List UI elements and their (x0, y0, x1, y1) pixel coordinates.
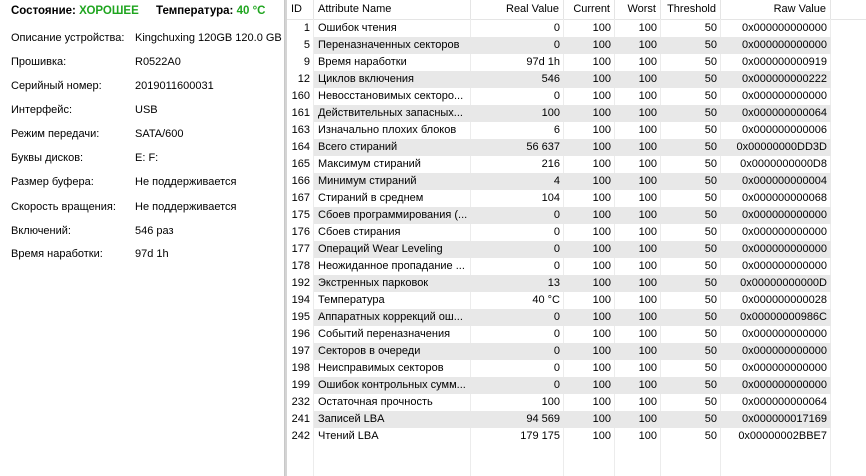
cell-current: 100 (592, 328, 611, 340)
cell-id: 177 (291, 243, 310, 255)
cell-worst: 100 (638, 124, 657, 136)
cell-worst: 100 (615, 71, 661, 88)
cell-real-value: 0 (553, 90, 560, 102)
cell-attribute-name: Операций Wear Leveling (314, 241, 471, 258)
cell-attribute-name: Изначально плохих блоков (318, 124, 457, 136)
column-header-real-value[interactable]: Real Value (471, 0, 564, 19)
table-row[interactable] (287, 343, 866, 360)
table-row[interactable] (287, 105, 866, 122)
cell-raw-value: 0x000000000000 (721, 207, 831, 224)
cell-raw-value: 0x000000000000 (741, 328, 827, 340)
table-row[interactable] (287, 173, 866, 190)
table-row[interactable] (287, 394, 866, 411)
cell-real-value: 6 (553, 124, 560, 136)
column-header-worst[interactable]: Worst (615, 0, 661, 19)
device-info-value: 97d 1h (135, 248, 169, 260)
status-label: Состояние: (11, 5, 76, 17)
cell-raw-value: 0x00000000DD3D (721, 139, 831, 156)
cell-worst: 100 (615, 37, 661, 54)
cell-id: 164 (291, 141, 310, 153)
cell-attribute-name: Сбоев программирования (... (314, 207, 471, 224)
cell-current: 100 (564, 105, 615, 122)
table-row[interactable] (287, 428, 866, 445)
cell-id: 166 (291, 175, 310, 187)
cell-raw-value: 0x000000000068 (741, 192, 827, 204)
cell-real-value: 179 175 (520, 430, 560, 442)
cell-current: 100 (564, 275, 615, 292)
cell-id: 195 (291, 311, 310, 323)
table-row[interactable] (287, 122, 866, 139)
cell-current: 100 (592, 430, 611, 442)
table-row[interactable] (287, 207, 866, 224)
cell-worst: 100 (638, 396, 657, 408)
cell-real-value: 0 (471, 377, 564, 394)
table-row[interactable] (287, 258, 866, 275)
cell-threshold: 50 (704, 56, 717, 68)
table-row[interactable] (287, 139, 866, 156)
temperature-label: Температура: (156, 5, 234, 17)
cell-real-value: 104 (541, 192, 560, 204)
cell-threshold: 50 (704, 430, 717, 442)
device-info-panel (0, 0, 284, 476)
cell-worst: 100 (638, 362, 657, 374)
cell-worst: 100 (615, 411, 661, 428)
device-info-label: Включений: (11, 225, 71, 237)
table-row[interactable] (287, 37, 866, 54)
cell-id: 178 (291, 260, 310, 272)
device-info-label: Размер буфера: (11, 176, 94, 188)
cell-raw-value: 0x000000000000 (741, 226, 827, 238)
cell-threshold: 50 (661, 275, 721, 292)
cell-threshold: 50 (704, 158, 717, 170)
cell-raw-value: 0x000000000004 (721, 173, 831, 190)
device-info-label: Скорость вращения: (11, 201, 116, 213)
cell-threshold: 50 (661, 309, 721, 326)
cell-real-value: 56 637 (471, 139, 564, 156)
cell-raw-value: 0x000000000064 (741, 396, 827, 408)
cell-raw-value: 0x000000000000 (741, 362, 827, 374)
table-row[interactable] (287, 224, 866, 241)
cell-real-value: 13 (471, 275, 564, 292)
cell-raw-value: 0x000000000064 (721, 105, 831, 122)
cell-current: 100 (564, 71, 615, 88)
cell-id: 161 (291, 107, 310, 119)
cell-attribute-name: Стираний в среднем (318, 192, 424, 204)
cell-real-value: 4 (471, 173, 564, 190)
cell-threshold: 50 (704, 226, 717, 238)
cell-current: 100 (592, 260, 611, 272)
cell-raw-value: 0x000000000000 (721, 241, 831, 258)
cell-attribute-name: Время наработки (318, 56, 407, 68)
device-info-label: Прошивка: (11, 56, 67, 68)
cell-real-value: 546 (471, 71, 564, 88)
cell-attribute-name: Аппаратных коррекций ош... (314, 309, 471, 326)
cell-threshold: 50 (661, 343, 721, 360)
cell-threshold: 50 (704, 124, 717, 136)
cell-threshold: 50 (704, 294, 717, 306)
cell-id: 199 (291, 379, 310, 391)
cell-current: 100 (564, 173, 615, 190)
device-info-label: Серийный номер: (11, 80, 102, 92)
cell-attribute-name: Сбоев стирания (318, 226, 401, 238)
cell-attribute-name: Циклов включения (314, 71, 471, 88)
cell-id: 232 (291, 396, 310, 408)
cell-id: 175 (291, 209, 310, 221)
device-info-value: Не поддерживается (135, 201, 237, 213)
cell-raw-value: 0x000000000000 (741, 22, 827, 34)
cell-raw-value: 0x000000000000 (741, 260, 827, 272)
health-status (11, 5, 139, 17)
cell-raw-value: 0x000000017169 (721, 411, 831, 428)
device-info-row (0, 56, 284, 72)
cell-real-value: 0 (471, 207, 564, 224)
cell-id: 192 (291, 277, 310, 289)
device-info-row (0, 104, 284, 120)
cell-current: 100 (564, 207, 615, 224)
cell-attribute-name: Чтений LBA (318, 430, 379, 442)
device-info-label: Режим передачи: (11, 128, 100, 140)
device-info-label: Описание устройства: (11, 32, 125, 44)
table-row[interactable] (287, 54, 866, 71)
cell-raw-value: 0x000000000919 (741, 56, 827, 68)
cell-real-value: 100 (541, 396, 560, 408)
cell-worst: 100 (615, 207, 661, 224)
cell-id: 9 (303, 56, 310, 68)
cell-id: 194 (291, 294, 310, 306)
cell-worst: 100 (615, 343, 661, 360)
cell-attribute-name: Неожиданное пропадание ... (318, 260, 465, 272)
device-info-value: R0522A0 (135, 56, 181, 68)
cell-threshold: 50 (704, 396, 717, 408)
cell-threshold: 50 (704, 192, 717, 204)
temperature-value: 40 °C (236, 5, 266, 17)
cell-current: 100 (592, 294, 611, 306)
cell-worst: 100 (615, 309, 661, 326)
cell-attribute-name: Экстренных парковок (314, 275, 471, 292)
cell-attribute-name: Действительных запасных... (314, 105, 471, 122)
cell-threshold: 50 (661, 207, 721, 224)
cell-raw-value: 0x000000000000 (741, 90, 827, 102)
cell-attribute-name: Записей LBA (314, 411, 471, 428)
table-row[interactable] (287, 360, 866, 377)
cell-attribute-name: Минимум стираний (314, 173, 471, 190)
device-info-value: USB (135, 104, 158, 116)
cell-current: 100 (592, 124, 611, 136)
table-row[interactable] (287, 241, 866, 258)
column-header-id[interactable]: ID (287, 0, 314, 19)
table-row[interactable] (287, 275, 866, 292)
cell-worst: 100 (638, 90, 657, 102)
cell-id: 242 (291, 430, 310, 442)
cell-threshold: 50 (704, 22, 717, 34)
table-row[interactable] (287, 20, 866, 37)
cell-id: 160 (291, 90, 310, 102)
cell-worst: 100 (638, 192, 657, 204)
table-row[interactable] (287, 156, 866, 173)
table-row[interactable] (287, 326, 866, 343)
cell-real-value: 40 °C (532, 294, 560, 306)
cell-raw-value: 0x00000000986C (721, 309, 831, 326)
cell-worst: 100 (638, 260, 657, 272)
cell-current: 100 (592, 22, 611, 34)
cell-id: 241 (291, 413, 310, 425)
cell-id: 5 (303, 39, 310, 51)
cell-worst: 100 (638, 226, 657, 238)
cell-current: 100 (592, 90, 611, 102)
cell-current: 100 (564, 343, 615, 360)
column-header-attribute-name[interactable]: Attribute Name (314, 0, 471, 19)
cell-raw-value: 0x000000000028 (741, 294, 827, 306)
cell-worst: 100 (638, 294, 657, 306)
cell-attribute-name: Температура (318, 294, 385, 306)
cell-raw-value: 0x00000000000D (721, 275, 831, 292)
cell-worst: 100 (615, 377, 661, 394)
cell-attribute-name: Ошибок контрольных сумм... (314, 377, 471, 394)
device-info-value: E: F: (135, 152, 159, 164)
cell-worst: 100 (638, 158, 657, 170)
cell-raw-value: 0x000000000000 (721, 343, 831, 360)
device-info-row (0, 152, 284, 168)
cell-real-value: 0 (553, 22, 560, 34)
cell-threshold: 50 (704, 90, 717, 102)
device-info-value: 2019011600031 (135, 80, 214, 92)
device-info-row (0, 248, 284, 264)
cell-id: 167 (291, 192, 310, 204)
cell-current: 100 (564, 411, 615, 428)
cell-attribute-name: Всего стираний (314, 139, 471, 156)
cell-current: 100 (564, 309, 615, 326)
cell-worst: 100 (615, 139, 661, 156)
cell-real-value: 94 569 (471, 411, 564, 428)
cell-real-value: 0 (471, 37, 564, 54)
device-info-row (0, 80, 284, 96)
cell-real-value: 0 (553, 260, 560, 272)
cell-worst: 100 (638, 22, 657, 34)
cell-worst: 100 (615, 105, 661, 122)
status-value: ХОРОШЕЕ (79, 5, 139, 17)
cell-id: 197 (291, 345, 310, 357)
table-row[interactable] (287, 377, 866, 394)
cell-real-value: 0 (553, 226, 560, 238)
device-info-label: Буквы дисков: (11, 152, 84, 164)
device-info-row (0, 176, 284, 192)
cell-id: 165 (291, 158, 310, 170)
cell-id: 196 (291, 328, 310, 340)
cell-threshold: 50 (704, 328, 717, 340)
device-info-row (0, 201, 284, 217)
cell-threshold: 50 (661, 241, 721, 258)
cell-id: 12 (297, 73, 310, 85)
cell-current: 100 (564, 377, 615, 394)
table-row[interactable] (287, 292, 866, 309)
cell-raw-value: 0x000000000006 (741, 124, 827, 136)
cell-real-value: 0 (471, 343, 564, 360)
device-info-value: 546 раз (135, 225, 174, 237)
cell-threshold: 50 (661, 173, 721, 190)
device-info-value: SATA/600 (135, 128, 184, 140)
cell-id: 176 (291, 226, 310, 238)
cell-threshold: 50 (704, 362, 717, 374)
cell-threshold: 50 (661, 37, 721, 54)
cell-raw-value: 0x000000000222 (721, 71, 831, 88)
cell-real-value: 0 (553, 362, 560, 374)
column-header-threshold[interactable]: Threshold (661, 0, 721, 19)
device-info-label: Время наработки: (11, 248, 103, 260)
cell-worst: 100 (615, 241, 661, 258)
cell-raw-value: 0x0000000000D8 (740, 158, 827, 170)
cell-threshold: 50 (704, 260, 717, 272)
cell-worst: 100 (615, 275, 661, 292)
cell-real-value: 0 (471, 241, 564, 258)
cell-current: 100 (592, 226, 611, 238)
cell-real-value: 0 (471, 309, 564, 326)
table-row[interactable] (287, 190, 866, 207)
device-info-label: Интерфейс: (11, 104, 72, 116)
cell-raw-value: 0x000000000000 (721, 37, 831, 54)
cell-threshold: 50 (661, 139, 721, 156)
column-header-current[interactable]: Current (564, 0, 615, 19)
cell-raw-value: 0x00000002BBE7 (738, 430, 827, 442)
cell-real-value: 100 (471, 105, 564, 122)
cell-real-value: 0 (553, 328, 560, 340)
cell-real-value: 97d 1h (526, 56, 560, 68)
cell-worst: 100 (638, 56, 657, 68)
table-row[interactable] (287, 71, 866, 88)
cell-current: 100 (564, 37, 615, 54)
cell-worst: 100 (638, 328, 657, 340)
column-header-raw-value[interactable]: Raw Value (721, 0, 831, 19)
cell-current: 100 (592, 362, 611, 374)
cell-attribute-name: Ошибок чтения (318, 22, 397, 34)
cell-id: 1 (303, 22, 310, 34)
cell-current: 100 (592, 396, 611, 408)
cell-threshold: 50 (661, 71, 721, 88)
cell-current: 100 (592, 192, 611, 204)
device-info-row (0, 128, 284, 144)
cell-real-value: 216 (541, 158, 560, 170)
device-info-value: Kingchuxing 120GB 120.0 GB (135, 32, 282, 44)
cell-threshold: 50 (661, 411, 721, 428)
device-info-row (0, 32, 284, 48)
cell-id: 198 (291, 362, 310, 374)
cell-id: 163 (291, 124, 310, 136)
cell-attribute-name: Невосстановимых секторо... (318, 90, 464, 102)
smart-attributes-table[interactable] (287, 0, 866, 476)
table-header (287, 0, 866, 20)
cell-worst: 100 (615, 173, 661, 190)
cell-raw-value: 0x000000000000 (721, 377, 831, 394)
cell-attribute-name: Событий переназначения (318, 328, 451, 340)
temperature-status (156, 5, 265, 17)
cell-attribute-name: Неисправимых секторов (318, 362, 444, 374)
cell-attribute-name: Переназначенных секторов (314, 37, 471, 54)
cell-attribute-name: Секторов в очереди (314, 343, 471, 360)
cell-attribute-name: Максимум стираний (318, 158, 421, 170)
device-info-value: Не поддерживается (135, 176, 237, 188)
cell-threshold: 50 (661, 377, 721, 394)
cell-current: 100 (592, 56, 611, 68)
cell-worst: 100 (638, 430, 657, 442)
table-row[interactable] (287, 88, 866, 105)
table-row[interactable] (287, 309, 866, 326)
cell-current: 100 (592, 158, 611, 170)
cell-current: 100 (564, 139, 615, 156)
cell-attribute-name: Остаточная прочность (318, 396, 433, 408)
table-row[interactable] (287, 411, 866, 428)
device-info-row (0, 225, 284, 241)
cell-threshold: 50 (661, 105, 721, 122)
cell-current: 100 (564, 241, 615, 258)
